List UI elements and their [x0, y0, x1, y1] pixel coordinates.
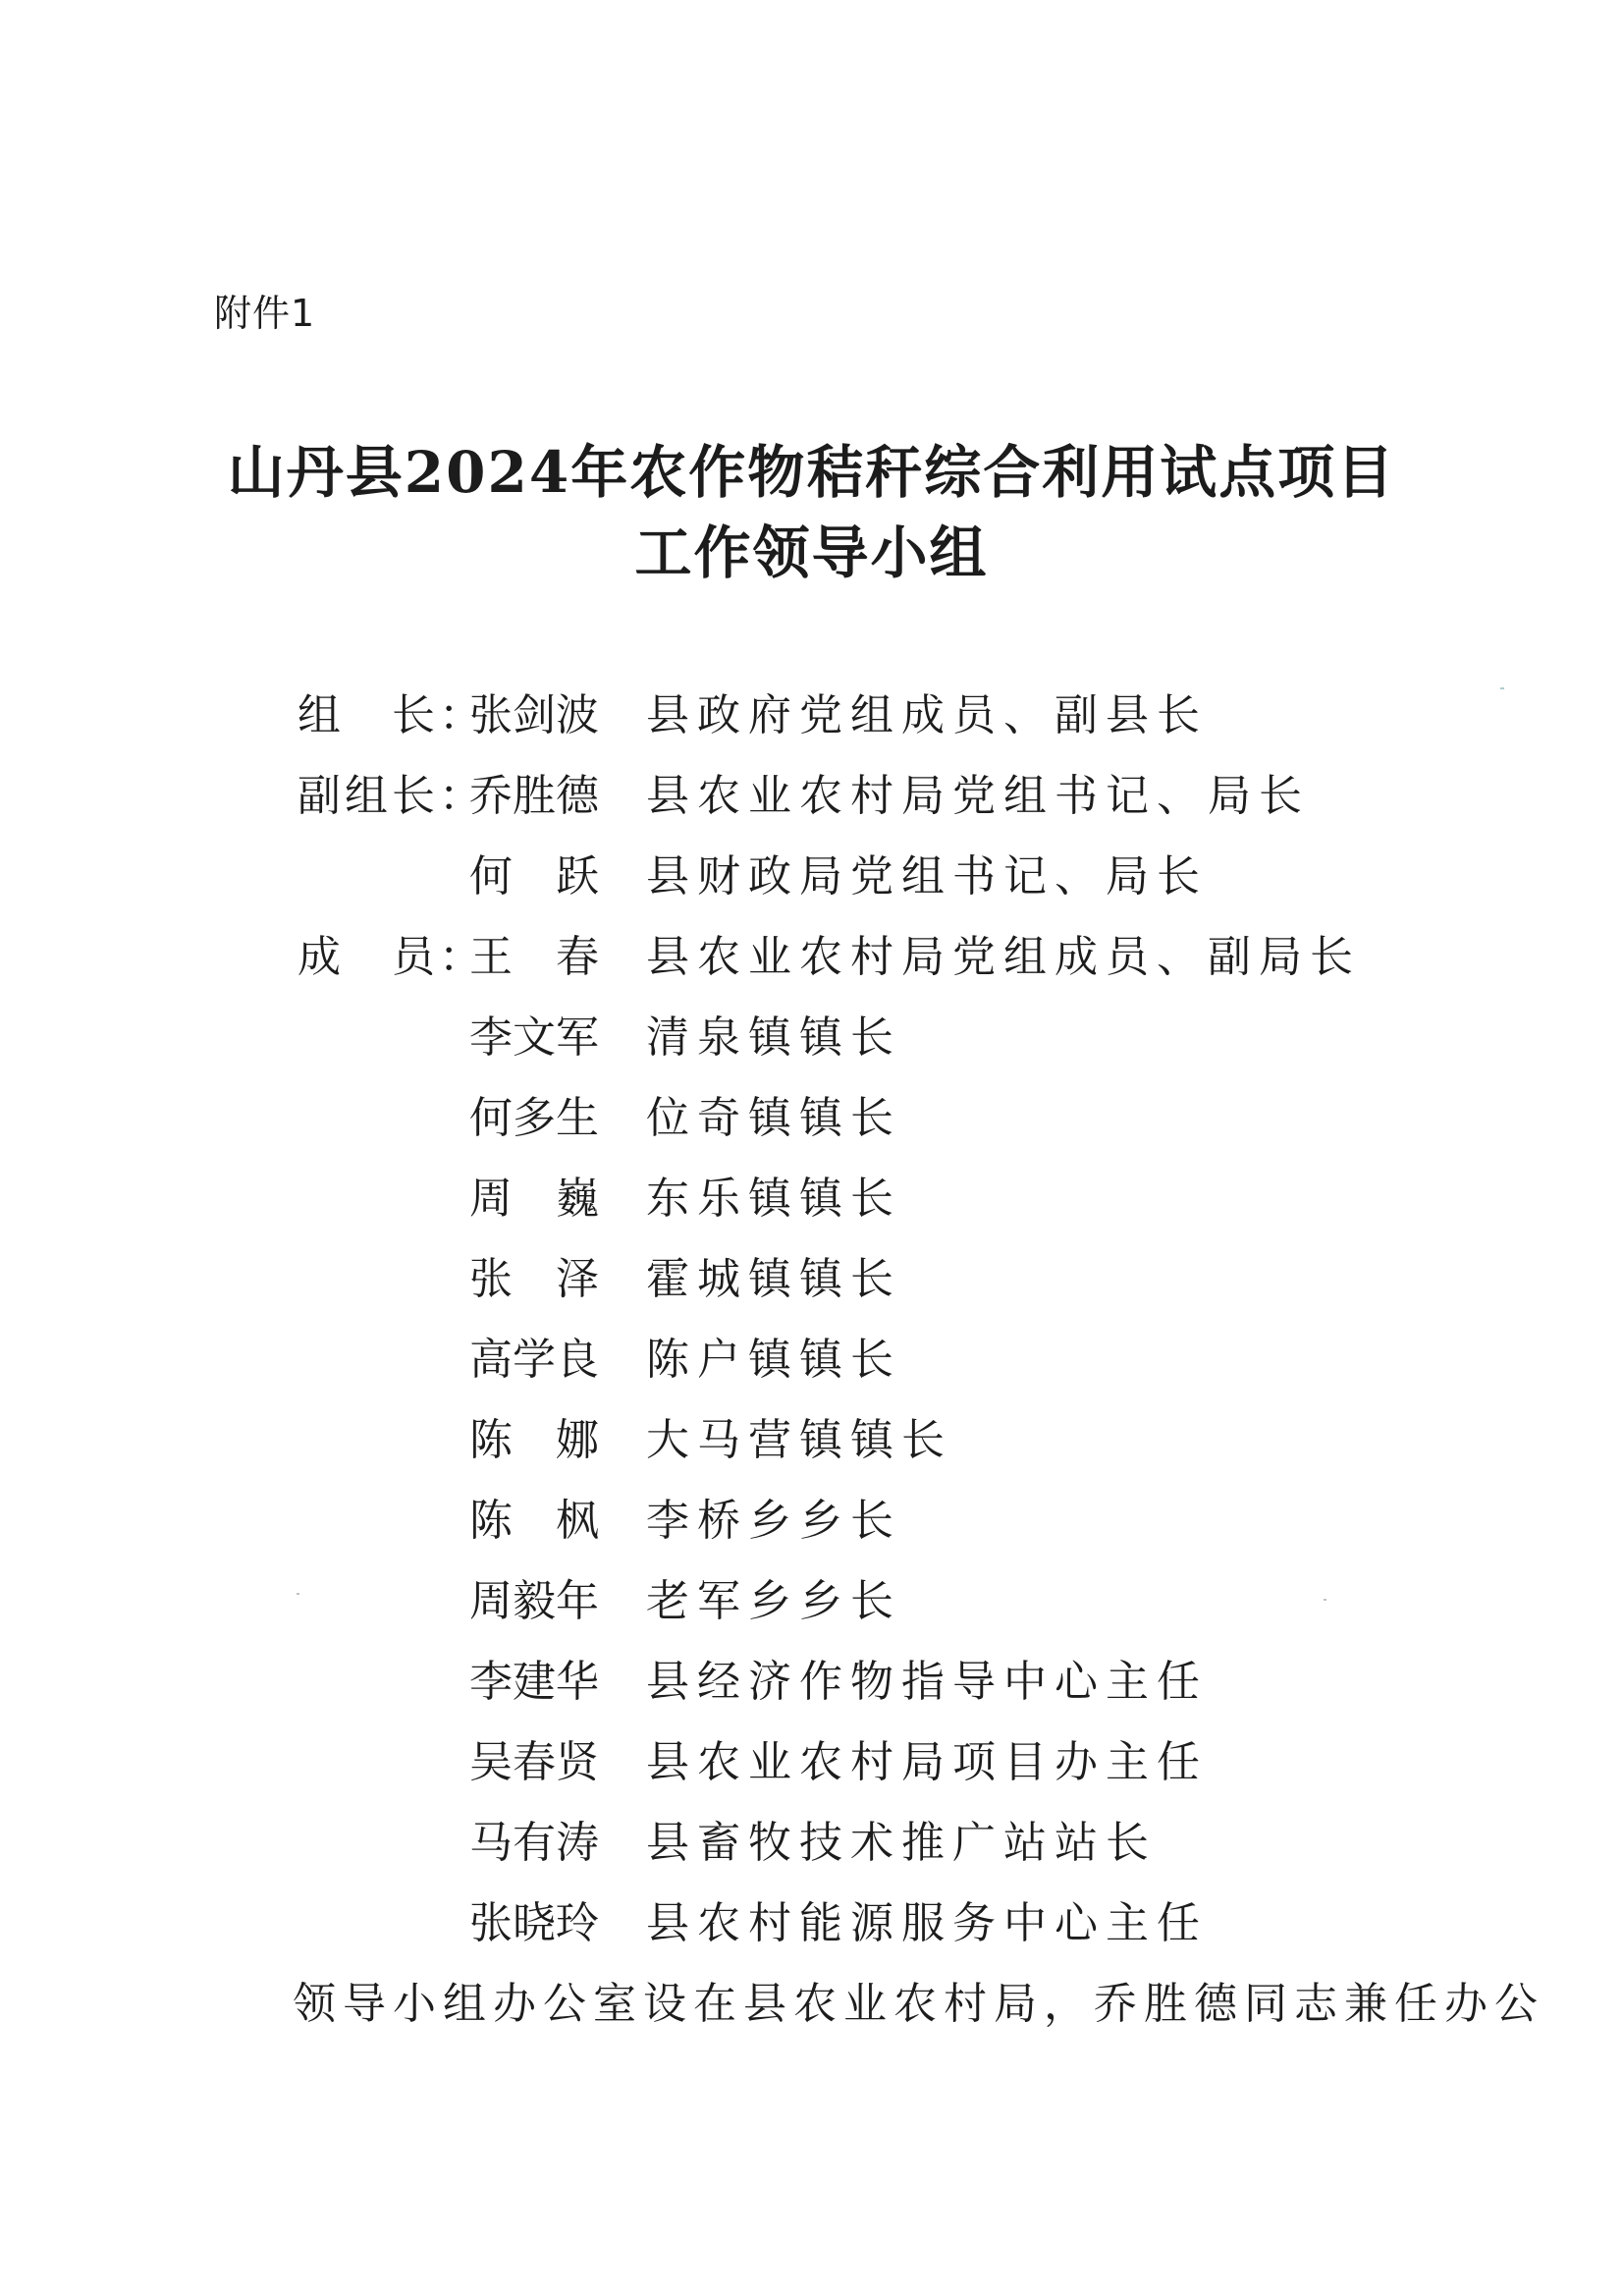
roster-name: 王 春 — [469, 932, 599, 982]
roster-name: 张剑波 — [469, 690, 599, 740]
roster-position: 县政府党组成员、副县长 — [646, 690, 1208, 740]
roster-name: 周毅年 — [469, 1576, 599, 1626]
roster-position: 位奇镇镇长 — [646, 1093, 901, 1143]
roster-position: 县农业农村局党组书记、局长 — [646, 771, 1310, 821]
roster-name: 马有涛 — [469, 1818, 599, 1868]
roster-position: 县农业农村局党组成员、副局长 — [646, 932, 1361, 982]
roster-position: 清泉镇镇长 — [646, 1012, 901, 1063]
roster-position: 县畜牧技术推广站站长 — [646, 1818, 1157, 1868]
roster-name: 何多生 — [469, 1093, 599, 1143]
roster-position: 县农业农村局项目办主任 — [646, 1737, 1208, 1787]
scan-speck — [1500, 687, 1504, 689]
scan-speck — [297, 1593, 299, 1595]
roster-name: 张 泽 — [469, 1254, 599, 1304]
roster-position: 县经济作物指导中心主任 — [646, 1657, 1208, 1707]
roster-role: 组 长： — [298, 690, 486, 740]
roster-position: 县农村能源服务中心主任 — [646, 1898, 1208, 1948]
roster-position: 老军乡乡长 — [646, 1576, 901, 1626]
roster-name: 陈 枫 — [469, 1496, 599, 1546]
roster-name: 乔胜德 — [469, 771, 599, 821]
roster-name: 陈 娜 — [469, 1415, 599, 1465]
roster-position: 大马营镇镇长 — [646, 1415, 952, 1465]
roster-name: 何 跃 — [469, 851, 599, 902]
roster-position: 霍城镇镇长 — [646, 1254, 901, 1304]
roster-position: 东乐镇镇长 — [646, 1174, 901, 1224]
roster-role: 成 员： — [298, 932, 486, 982]
roster-name: 周 巍 — [469, 1174, 599, 1224]
roster-name: 高学良 — [469, 1335, 599, 1385]
document-title-line-2: 工作领导小组 — [634, 519, 989, 586]
roster-name: 吴春贤 — [469, 1737, 599, 1787]
attachment-label: 附件1 — [214, 292, 316, 335]
roster-name: 李文军 — [469, 1012, 599, 1063]
document-title-line-1: 山丹县2024年农作物秸秆综合利用试点项目 — [227, 439, 1396, 506]
roster-name: 张晓玲 — [469, 1898, 599, 1948]
roster-position: 李桥乡乡长 — [646, 1496, 901, 1546]
office-note: 领导小组办公室设在县农业农村局，乔胜德同志兼任办公 — [293, 1979, 1544, 2029]
roster-position: 陈户镇镇长 — [646, 1335, 901, 1385]
scan-speck — [1324, 1599, 1326, 1601]
roster-name: 李建华 — [469, 1657, 599, 1707]
roster-role: 副组长： — [298, 771, 486, 821]
roster-position: 县财政局党组书记、局长 — [646, 851, 1208, 902]
